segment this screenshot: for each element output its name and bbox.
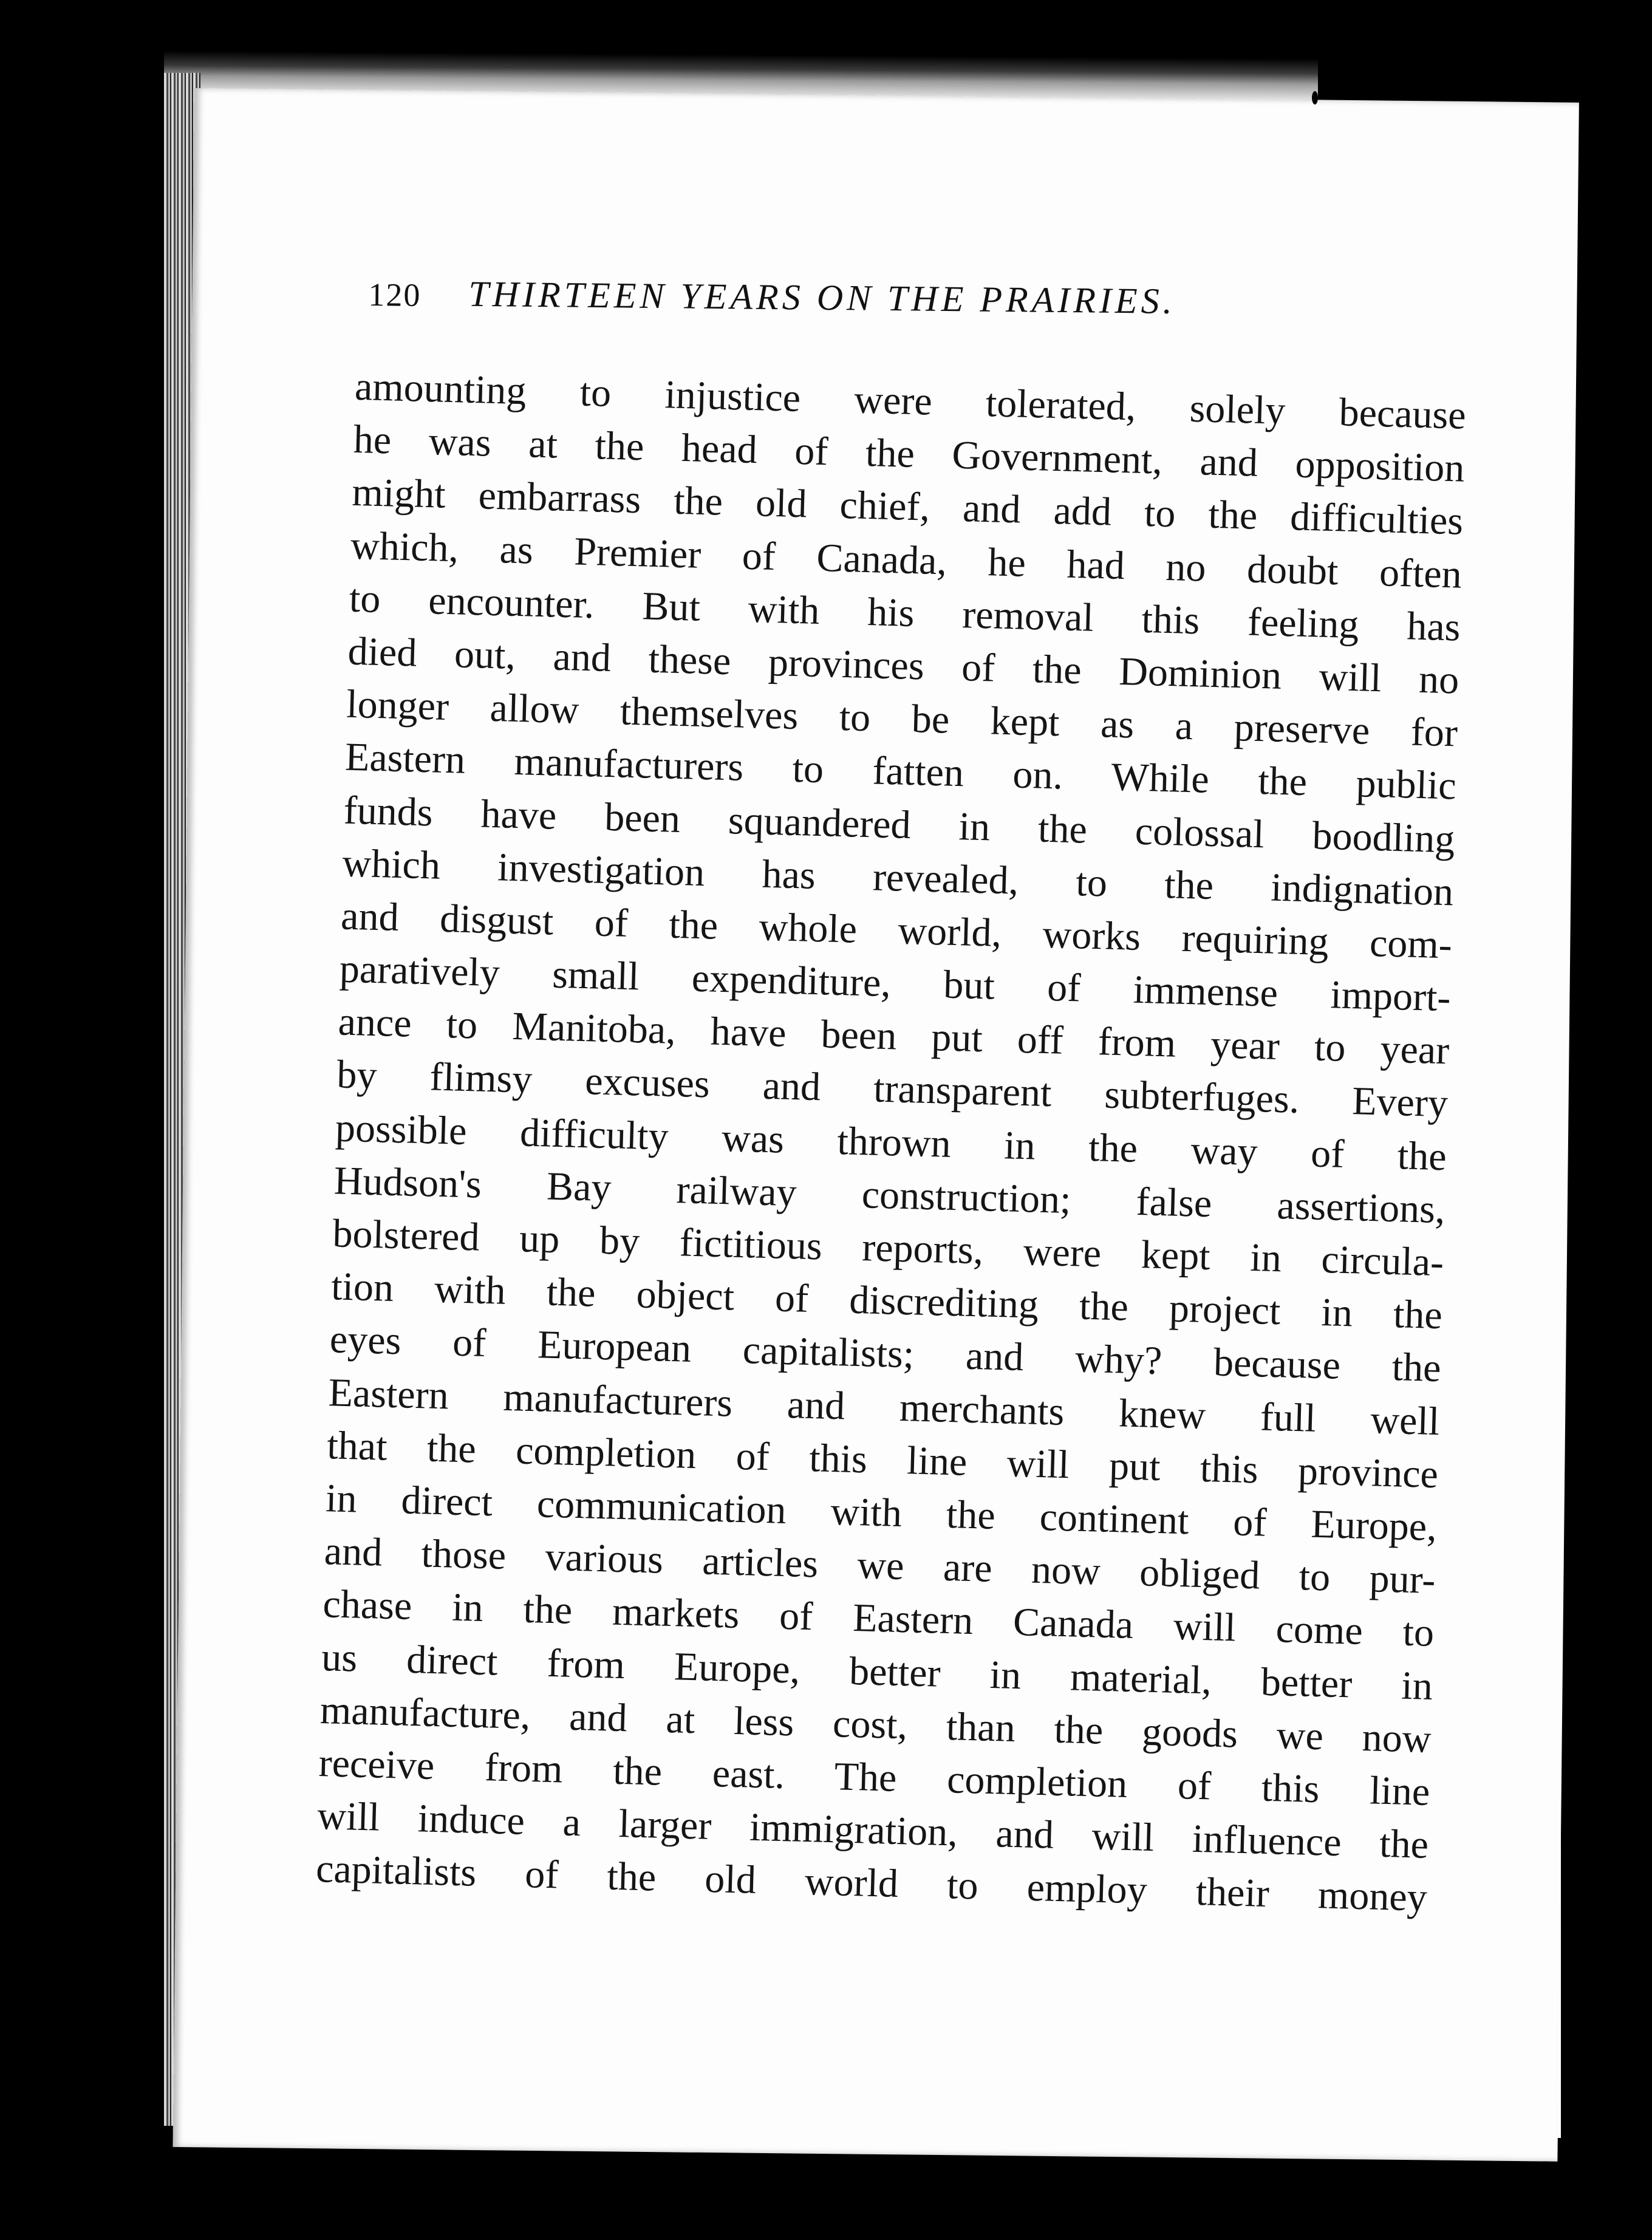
text-line: manufacture, and at less cost, than the goods we now bbox=[319, 1687, 1432, 1761]
text-line: might embarrass the old chief, and add to the difficulties bbox=[351, 470, 1464, 544]
text-line: he was at the head of the Government, and opposition bbox=[352, 417, 1466, 491]
body-text bbox=[315, 360, 1467, 1924]
text-line: eyes of European capitalists; and why? because the bbox=[329, 1317, 1442, 1391]
text-line: receive from the east. The completion of this line bbox=[318, 1740, 1431, 1814]
text-line: tion with the object of discrediting the project in the bbox=[330, 1264, 1443, 1338]
text-line: Eastern manufacturers and merchants knew full well bbox=[327, 1370, 1441, 1444]
scan-speck bbox=[18, 613, 26, 622]
text-line: chase in the markets of Eastern Canada will come to bbox=[322, 1582, 1435, 1656]
text-line: by flimsy excuses and transparent subterfuges. Every bbox=[336, 1052, 1449, 1126]
text-line: and those various articles we are now obliged to pur- bbox=[324, 1529, 1436, 1603]
scan-speck bbox=[1227, 2211, 1234, 2229]
text-line: longer allow themselves to be kept as a preserve for bbox=[346, 681, 1458, 756]
text-line: will induce a larger immigration, and will influence the bbox=[316, 1794, 1429, 1867]
running-title: THIRTEEN YEARS ON THE PRAIRIES. bbox=[468, 273, 1176, 321]
running-head bbox=[368, 272, 1523, 339]
text-line: possible difficulty was thrown in the way of the bbox=[335, 1105, 1447, 1179]
text-line: capitalists of the old world to employ their money bbox=[315, 1846, 1428, 1921]
text-line: paratively small expenditure, but of immense import- bbox=[339, 946, 1452, 1020]
text-line: bolstered up by fictitious reports, were kept in circula- bbox=[332, 1211, 1444, 1285]
text-line: which investigation has revealed, to the indignation bbox=[341, 841, 1454, 915]
book-page bbox=[173, 88, 1579, 2162]
text-line: ance to Manitoba, have been put off from year to year bbox=[337, 999, 1450, 1073]
text-line: died out, and these provinces of the Dominion will no bbox=[347, 629, 1460, 703]
page-number: 120 bbox=[368, 276, 422, 313]
text-line: and disgust of the whole world, works requiring com- bbox=[340, 893, 1453, 968]
text-line: funds have been squandered in the colossal boodling bbox=[343, 788, 1456, 861]
text-line: Hudson's Bay railway construction; false assertions, bbox=[333, 1158, 1446, 1232]
text-line: in direct communication with the continent of Europe, bbox=[325, 1476, 1438, 1549]
text-line: us direct from Europe, better in material, better in bbox=[321, 1634, 1433, 1709]
text-line: that the completion of this line will put this province bbox=[326, 1422, 1439, 1497]
text-line: to encounter. But with his removal this feeling has bbox=[349, 576, 1461, 650]
text-line: amounting to injustice were tolerated, solely because bbox=[354, 364, 1467, 438]
scan-speck bbox=[1312, 91, 1318, 104]
text-line: which, as Premier of Canada, he had no doubt often bbox=[350, 523, 1463, 597]
text-line: Eastern manufacturers to fatten on. While the public bbox=[344, 734, 1457, 808]
